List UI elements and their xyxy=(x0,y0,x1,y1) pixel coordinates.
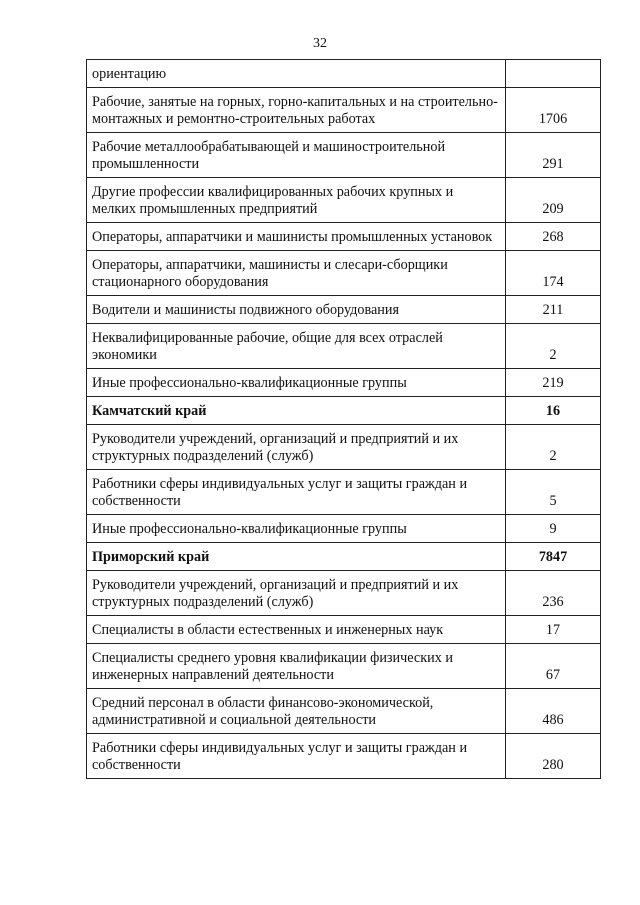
count-cell: 209 xyxy=(506,178,601,223)
region-name-cell: Камчатский край xyxy=(87,397,506,425)
table-row xyxy=(87,734,601,779)
profession-group-cell: Работники сферы индивидуальных услуг и защиты граждан и собственности xyxy=(87,470,506,515)
table-row xyxy=(87,324,601,369)
count-cell: 67 xyxy=(506,644,601,689)
table-row xyxy=(87,689,601,734)
profession-group-cell: Неквалифицированные рабочие, общие для всех отраслей экономики xyxy=(87,324,506,369)
region-name-cell: Приморский край xyxy=(87,543,506,571)
region-total-cell: 7847 xyxy=(506,543,601,571)
profession-group-cell: Рабочие, занятые на горных, горно-капитальных и на строительно-монтажных и ремонтно-строительных работах xyxy=(87,88,506,133)
count-cell: 280 xyxy=(506,734,601,779)
data-table xyxy=(86,59,601,779)
profession-group-cell: Работники сферы индивидуальных услуг и защиты граждан и собственности xyxy=(87,734,506,779)
page-number: 32 xyxy=(313,36,327,51)
count-cell: 268 xyxy=(506,223,601,251)
table-row xyxy=(87,470,601,515)
table-row xyxy=(87,251,601,296)
count-cell: 211 xyxy=(506,296,601,324)
count-cell: 291 xyxy=(506,133,601,178)
profession-group-cell: Иные профессионально-квалификационные группы xyxy=(87,515,506,543)
table-row xyxy=(87,223,601,251)
table-row xyxy=(87,133,601,178)
table-row xyxy=(87,644,601,689)
count-cell: 236 xyxy=(506,571,601,616)
profession-group-cell: Операторы, аппаратчики, машинисты и слесари-сборщики стационарного оборудования xyxy=(87,251,506,296)
table-row xyxy=(87,369,601,397)
table-row xyxy=(87,178,601,223)
count-cell: 174 xyxy=(506,251,601,296)
count-cell: 1706 xyxy=(506,88,601,133)
profession-group-cell: Средний персонал в области финансово-экономической, административной и социальной деятельности xyxy=(87,689,506,734)
profession-group-cell: Специалисты в области естественных и инженерных наук xyxy=(87,616,506,644)
profession-group-cell: Водители и машинисты подвижного оборудования xyxy=(87,296,506,324)
region-row xyxy=(87,543,601,571)
table-row xyxy=(87,60,601,88)
table-row xyxy=(87,88,601,133)
table-body xyxy=(87,60,601,779)
count-cell: 5 xyxy=(506,470,601,515)
region-total-cell: 16 xyxy=(506,397,601,425)
table-row xyxy=(87,296,601,324)
region-row xyxy=(87,397,601,425)
profession-group-cell: Операторы, аппаратчики и машинисты промышленных установок xyxy=(87,223,506,251)
table-row xyxy=(87,515,601,543)
profession-group-cell: Другие профессии квалифицированных рабочих крупных и мелких промышленных предприятий xyxy=(87,178,506,223)
profession-group-cell: Руководители учреждений, организаций и предприятий и их структурных подразделений (служб) xyxy=(87,425,506,470)
profession-group-cell: Рабочие металлообрабатывающей и машиностроительной промышленности xyxy=(87,133,506,178)
count-cell: 9 xyxy=(506,515,601,543)
table-row xyxy=(87,616,601,644)
profession-group-cell: Иные профессионально-квалификационные группы xyxy=(87,369,506,397)
profession-group-cell: Руководители учреждений, организаций и предприятий и их структурных подразделений (служб) xyxy=(87,571,506,616)
count-cell: 486 xyxy=(506,689,601,734)
count-cell: 2 xyxy=(506,425,601,470)
count-cell: 219 xyxy=(506,369,601,397)
profession-group-cell: Специалисты среднего уровня квалификации физических и инженерных направлений деятельности xyxy=(87,644,506,689)
count-cell: 17 xyxy=(506,616,601,644)
table-row xyxy=(87,571,601,616)
table-row xyxy=(87,425,601,470)
profession-group-cell: ориентацию xyxy=(87,60,506,88)
count-cell xyxy=(506,60,601,88)
count-cell: 2 xyxy=(506,324,601,369)
